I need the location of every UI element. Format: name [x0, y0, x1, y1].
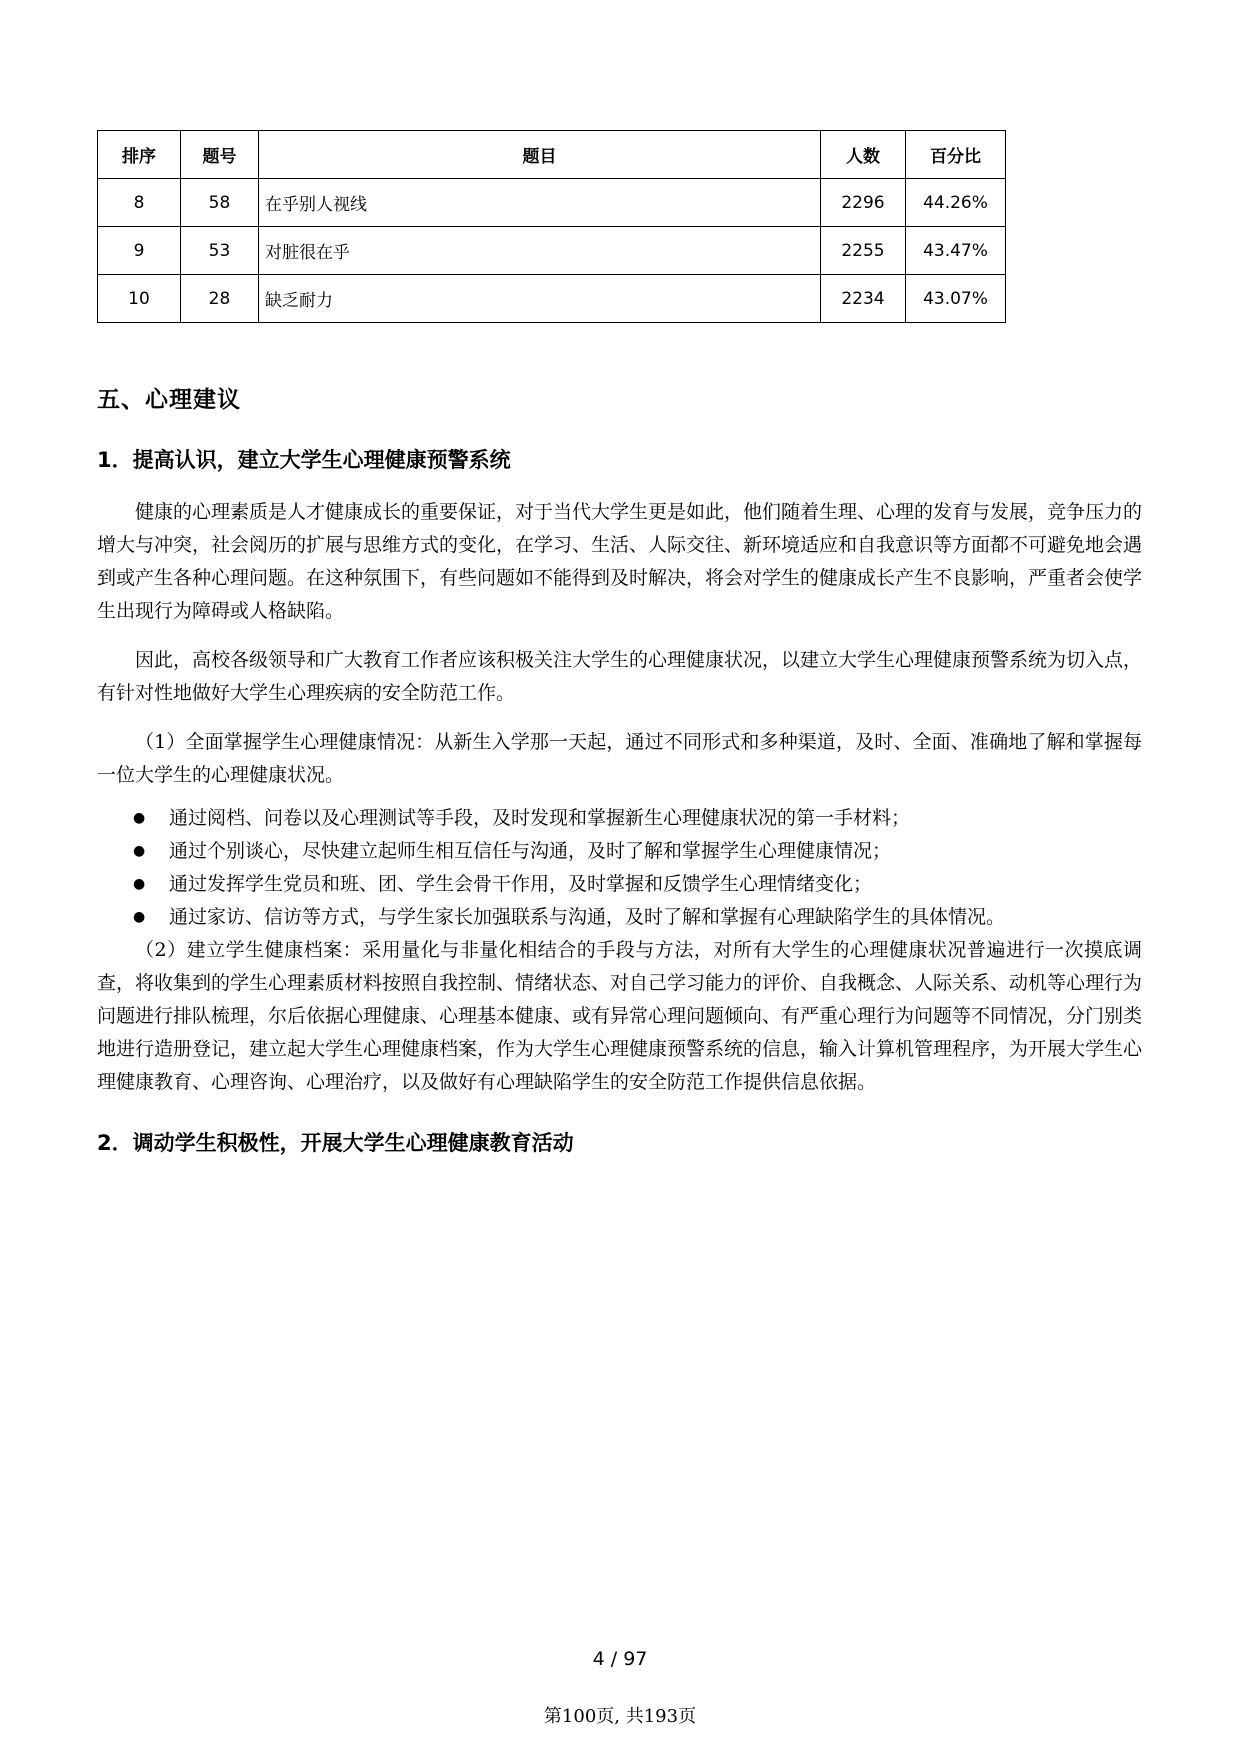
cell-question-no: 28	[181, 275, 259, 323]
column-header-title: 题目	[259, 131, 821, 179]
list-item-text: 通过阅档、问卷以及心理测试等手段，及时发现和掌握新生心理健康状况的第一手材料；	[169, 807, 911, 829]
column-header-count: 人数	[821, 131, 906, 179]
table-row	[98, 275, 1006, 323]
cell-title: 对脏很在乎	[259, 227, 821, 275]
list-item	[97, 802, 1142, 835]
list-item	[97, 835, 1142, 868]
section-heading: 五、心理建议	[97, 387, 241, 413]
cell-title: 缺乏耐力	[259, 275, 821, 323]
page-note: 第100页, 共193页	[543, 1706, 697, 1727]
list-item-text: 通过家访、信访等方式，与学生家长加强联系与沟通，及时了解和掌握有心理缺陷学生的具体情况。	[169, 906, 1006, 928]
bullet-icon: ●	[133, 909, 146, 925]
list-item-text: 通过个别谈心，尽快建立起师生相互信任与沟通，及时了解和掌握学生心理健康情况；	[169, 840, 892, 862]
bullet-icon: ●	[133, 876, 146, 892]
table-row	[98, 179, 1006, 227]
cell-question-no: 53	[181, 227, 259, 275]
list-item	[97, 901, 1142, 934]
cell-count: 2255	[821, 227, 906, 275]
column-header-percentage: 百分比	[906, 131, 1006, 179]
column-header-question-no: 题号	[181, 131, 259, 179]
cell-count: 2234	[821, 275, 906, 323]
cell-rank: 9	[98, 227, 181, 275]
page-indicator: 4 / 97	[592, 1648, 648, 1670]
paragraph-4: （2）建立学生健康档案：采用量化与非量化相结合的手段与方法，对所有大学生的心理健康状况普遍进行一次摸底调查，将收集到的学生心理素质材料按照自我控制、情绪状态、对自己学习能力的评价、自我概念、人际关系、动机等心理行为问题进行排队梳理，尔后依据心理健康、心理基本健康、或有异常心理问题倾向、有严重心理行为问题等不同情况，分门别类地进行造册登记，建立起大学生心理健康档案，作为大学生心理健康预警系统的信息，输入计算机管理程序，为开展大学生心理健康教育、心理咨询、心理治疗，以及做好有心理缺陷学生的安全防范工作提供信息依据。	[97, 939, 1143, 1093]
bullet-list	[97, 802, 1142, 934]
cell-percentage: 43.47%	[906, 227, 1006, 275]
bullet-icon: ●	[133, 843, 146, 859]
table-row	[98, 227, 1006, 275]
cell-rank: 10	[98, 275, 181, 323]
list-item-text: 通过发挥学生党员和班、团、学生会骨干作用，及时掌握和反馈学生心理情绪变化；	[169, 873, 873, 895]
ranking-table	[97, 130, 1006, 323]
paragraph-1: 健康的心理素质是人才健康成长的重要保证，对于当代大学生更是如此，他们随着生理、心理的发育与发展，竞争压力的增大与冲突，社会阅历的扩展与思维方式的变化，在学习、生活、人际交往、新环境适应和自我意识等方面都不可避免地会遇到或产生各种心理问题。在这种氛围下，有些问题如不能得到及时解决，将会对学生的健康成长产生不良影响，严重者会使学生出现行为障碍或人格缺陷。	[97, 501, 1143, 622]
sub-heading-2: 2．调动学生积极性，开展大学生心理健康教育活动	[97, 1131, 574, 1155]
column-header-rank: 排序	[98, 131, 181, 179]
table-header-row	[98, 131, 1006, 179]
bullet-icon: ●	[133, 810, 146, 826]
cell-rank: 8	[98, 179, 181, 227]
paragraph-3: （1）全面掌握学生心理健康情况：从新生入学那一天起，通过不同形式和多种渠道，及时、全面、准确地了解和掌握每一位大学生的心理健康状况。	[97, 731, 1142, 786]
sub-heading-1: 1．提高认识，建立大学生心理健康预警系统	[97, 448, 511, 472]
cell-count: 2296	[821, 179, 906, 227]
cell-question-no: 58	[181, 179, 259, 227]
list-item	[97, 868, 1142, 901]
cell-title: 在乎别人视线	[259, 179, 821, 227]
cell-percentage: 44.26%	[906, 179, 1006, 227]
cell-percentage: 43.07%	[906, 275, 1006, 323]
paragraph-2: 因此，高校各级领导和广大教育工作者应该积极关注大学生的心理健康状况，以建立大学生心理健康预警系统为切入点，有针对性地做好大学生心理疾病的安全防范工作。	[97, 649, 1143, 704]
